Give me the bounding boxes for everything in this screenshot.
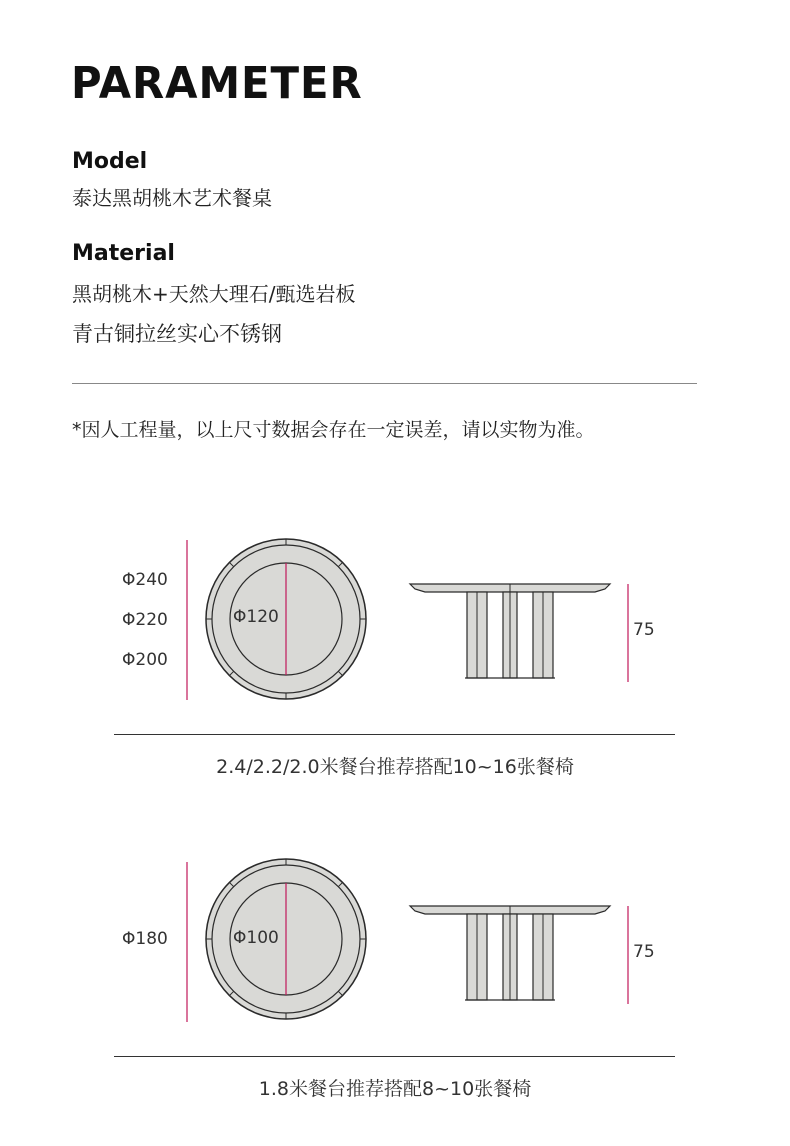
table-side-view-diagram: [405, 902, 635, 1012]
section-divider: [72, 383, 697, 384]
material-line-2: 青古铜拉丝实心不锈钢: [72, 322, 282, 346]
diagram-caption: 2.4/2.2/2.0米餐台推荐搭配10~16张餐椅: [216, 756, 574, 778]
diagram-caption: 1.8米餐台推荐搭配8~10张餐椅: [258, 1078, 532, 1100]
inner-diameter-label: Φ120: [233, 607, 279, 627]
inner-diameter-label: Φ100: [233, 928, 279, 948]
diameter-label: Φ240: [122, 570, 168, 590]
material-label: Material: [72, 241, 175, 266]
table-top-view-diagram: [180, 852, 380, 1032]
page-title: PARAMETER: [71, 58, 363, 109]
caption-rule: [114, 734, 675, 735]
table-side-view-diagram: [405, 580, 635, 690]
height-label: 75: [633, 620, 655, 640]
table-top-view-diagram: [180, 530, 380, 710]
diameter-label: Φ200: [122, 650, 168, 670]
model-label: Model: [72, 149, 148, 174]
material-line-1: 黑胡桃木+天然大理石/甄选岩板: [72, 282, 356, 306]
caption-rule: [114, 1056, 675, 1057]
disclaimer-note: *因人工程量，以上尺寸数据会存在一定误差，请以实物为准。: [72, 419, 595, 441]
height-label: 75: [633, 942, 655, 962]
diameter-label: Φ220: [122, 610, 168, 630]
diameter-label: Φ180: [122, 929, 168, 949]
model-value: 泰达黑胡桃木艺术餐桌: [72, 186, 272, 210]
